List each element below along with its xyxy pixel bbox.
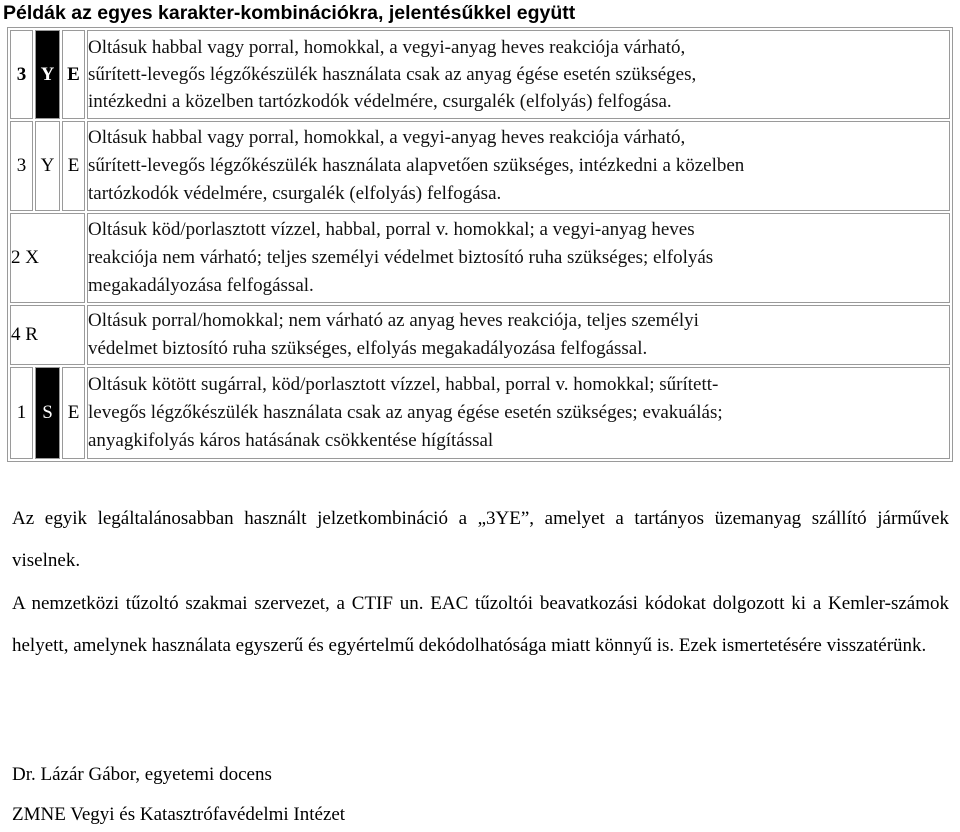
description-line: sűrített-levegős légzőkészülék használata alapvetően szükséges, intézkedni a közelben xyxy=(88,155,745,176)
code-combined: 4 R xyxy=(10,305,85,365)
code-description xyxy=(87,30,950,119)
table-row xyxy=(10,30,950,119)
code-extra: E xyxy=(62,30,85,119)
table-row xyxy=(10,305,950,365)
code-table xyxy=(7,27,953,462)
description-line: Oltásuk habbal vagy porral, homokkal, a vegyi-anyag heves reakciója várható, xyxy=(88,127,686,148)
description-line: levegős légzőkészülék használata csak az anyag égése esetén szükséges; evakuálás; xyxy=(88,402,723,423)
table-row xyxy=(10,213,950,303)
code-description xyxy=(87,121,950,211)
page-title: Példák az egyes karakter-kombinációkra, jelentésűkkel együtt xyxy=(3,2,576,24)
description-line: Oltásuk köd/porlasztott vízzel, habbal, porral v. homokkal; a vegyi-anyag heves xyxy=(88,219,695,240)
description-line: megakadályozása felfogással. xyxy=(88,275,314,296)
description-line: tartózkodók védelmére, csurgalék (elfolyás) felfogása. xyxy=(88,183,502,204)
description-line: Oltásuk kötött sugárral, köd/porlasztott vízzel, habbal, porral v. homokkal; sűrített- xyxy=(88,374,719,395)
table-row xyxy=(10,121,950,211)
table-row xyxy=(10,367,950,459)
code-description xyxy=(87,213,950,303)
code-number: 1 xyxy=(10,367,33,459)
code-extra: E xyxy=(62,121,85,211)
code-letter: S xyxy=(35,367,60,459)
code-description xyxy=(87,305,950,365)
description-line: Oltásuk porral/homokkal; nem várható az anyag heves reakciója, teljes személyi xyxy=(88,310,699,331)
author-name: Dr. Lázár Gábor, egyetemi docens xyxy=(12,764,272,785)
code-number: 3 xyxy=(10,30,33,119)
paragraph-ctif: A nemzetközi tűzoltó szakmai szervezet, a CTIF un. EAC tűzoltói beavatkozási kódokat dolgozott ki a Kemler-számok helyett, amelynek használata egyszerű és egyértelmű dekódolhatósága miatt könnyű is. Ezek ismertetésére visszatérünk. xyxy=(12,593,949,656)
description-line: intézkedni a közelben tartózkodók védelmére, csurgalék (elfolyás) felfogása. xyxy=(88,91,672,112)
description-line: Oltásuk habbal vagy porral, homokkal, a vegyi-anyag heves reakciója várható, xyxy=(88,37,686,58)
code-letter: Y xyxy=(35,30,60,119)
code-letter: Y xyxy=(35,121,60,211)
paragraph-3ye: Az egyik legáltalánosabban használt jelzetkombináció a „3YE”, amelyet a tartányos üzemanyag szállító járművek viselnek. xyxy=(12,508,949,571)
code-extra: E xyxy=(62,367,85,459)
code-combined: 2 X xyxy=(10,213,85,303)
description-line: anyagkifolyás káros hatásának csökkentése hígítással xyxy=(88,430,494,451)
code-number: 3 xyxy=(10,121,33,211)
author-institution: ZMNE Vegyi és Katasztrófavédelmi Intézet xyxy=(12,804,346,825)
description-line: védelmet biztosító ruha szükséges, elfolyás megakadályozása felfogással. xyxy=(88,338,648,359)
description-line: reakciója nem várható; teljes személyi védelmet biztosító ruha szükséges; elfolyás xyxy=(88,247,714,268)
code-description xyxy=(87,367,950,459)
description-line: sűrített-levegős légzőkészülék használata csak az anyag égése esetén szükséges, xyxy=(88,64,697,85)
